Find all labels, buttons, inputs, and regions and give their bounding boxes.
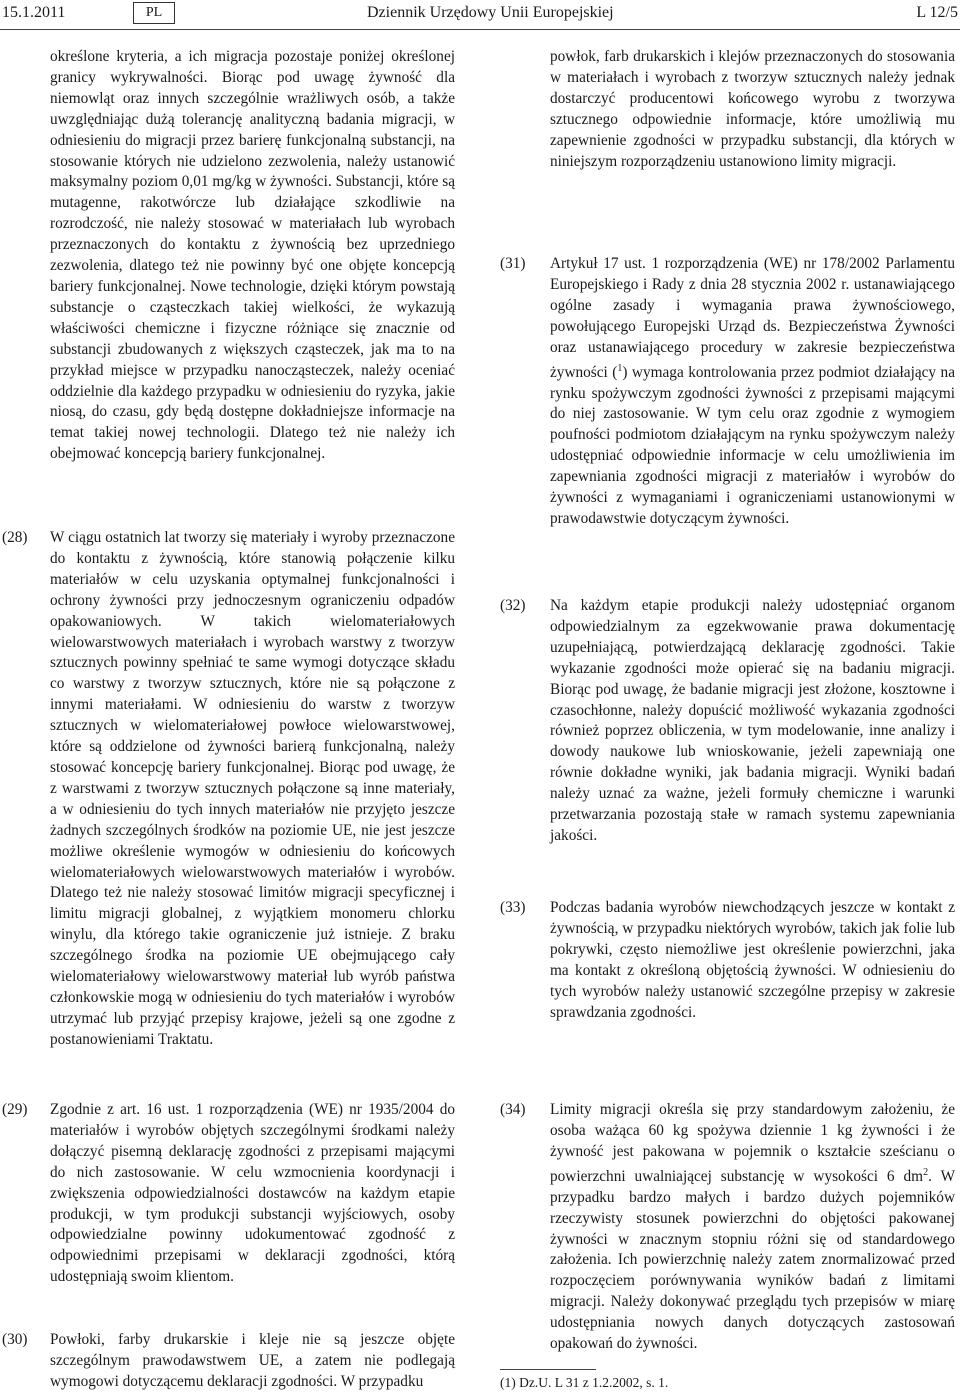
journal-title: Dziennik Urzędowy Unii Europejskiej: [367, 4, 614, 21]
recital-31-text: Artykuł 17 ust. 1 rozporządzenia (WE) nr 178/2002 Parlamentu Europejskiego i Rady z dnia 28 stycznia 2002 r. ustanawiającego ogólne zasady i wymagania prawa żywnościowego, powołującego Europejski Urząd ds. Bezpieczeństwa Żywności oraz ustanawiającego procedury w zakresie bezpieczeństwa żywności ($^1$) wymaga kontrolowania przez podmiot działający na rynku spożywczym zgodności żywności z przepisami mającymi do niej zastosowanie. W tym celu oraz zgodnie z wymogiem poufności podmiotom działającym na rynku spożywczym należy udostępniać odpowiednie informacje w celu umożliwienia im zapewniania zgodności migracji z materiałów i wyrobów do żywności z wymaganiami i ograniczeniami ustanowionymi w prawodawstwie dotyczącym żywności.: [550, 255, 955, 527]
recital-32-text: Na każdym etapie produkcji należy udostępniać organom odpowiedzialnym za egzekwowanie prawa dokumentację uzupełniającą, potwierdzającą deklarację zgodności. Takie wykazanie zgodności może opierać się na badaniu migracji. Biorąc pod uwagę, że badanie migracji jest złożone, kosztowne i czasochłonne, należy dopuścić możliwość wykazania zgodności również poprzez obliczenia, w tym modelowanie, inne analizy i dowody naukowe lub wnioskowanie, jeżeli zapewniają one równie dokładne wyniki, jak badania migracji. Wyniki badań należy uznać za ważne, jeżeli formuły chemiczne i warunki przetwarzania pozostają stałe w ramach systemu zapewniania jakości.: [550, 597, 955, 844]
publication-date: 15.1.2011: [2, 4, 66, 21]
recital-34-number: (34): [500, 1101, 526, 1118]
recital-28-number: (28): [2, 529, 28, 546]
recital-29-number: (29): [2, 1101, 28, 1118]
recital-28-text: W ciągu ostatnich lat tworzy się materiały i wyroby przeznaczone do kontaktu z żywnością, które stanowią połączenie kilku materiałów w celu uzyskania optymalnej funkcjonalności i ochrony żywności przy jednoczesnym ograniczeniu odpadów opakowaniowych. W takich wielomateriałowych wielowarstwowych materiałach i wyrobach warstwy z tworzyw sztucznych powinny spełniać te same wymogi dotyczące składu co warstwy z tworzyw sztucznych, które nie są połączone z innymi materiałami. W odniesieniu do warstw z tworzyw sztucznych w wielomateriałowej powłoce wielowarstwowej, które są oddzielone od żywności barierą funkcjonalną, należy stosować koncepcję bariery funkcjonalnej. Biorąc pod uwagę, że z warstwami z tworzyw sztucznych połączone są inne materiały, a w odniesieniu do tych innych materiałów nie przyjęto jeszcze żadnych szczególnych środków na poziomie UE, nie jest jeszcze możliwe określenie wymogów w odniesieniu do końcowych wielomateriałowych wielowarstwowych materiałów i wyrobów. Dlatego też nie należy stosować limitów migracji specyficznej i limitu migracji globalnej, z wyjątkiem monomeru chlorku winylu, dla którego takie ograniczenie już istnieje. Z braku szczególnego środka na poziomie UE obejmującego cały wielomateriałowy wielowarstwowy materiał lub wyrób państwa członkowskie mogą w odniesieniu do tych materiałów i wyrobów utrzymać lub przyjąć przepisy krajowe, jeżeli są one zgodne z postanowieniami Traktatu.: [50, 529, 455, 1048]
page-reference: L 12/5: [916, 4, 958, 21]
footnote-rule: [500, 1369, 596, 1370]
page-header: [0, 0, 960, 30]
recital-29-text: Zgodnie z art. 16 ust. 1 rozporządzenia (WE) nr 1935/2004 do materiałów i wyrobów objętych szczególnymi środkami należy dołączyć pisemną deklarację zgodności z przepisami mającymi do nich zastosowanie. W celu wzmocnienia koordynacji i zwiększenia odpowiedzialności dostawców na każdym etapie produkcji, w tym produkcji substancji wyjściowych, osoby odpowiedzialne powinny udokumentować zgodność z odpowiednimi przepisami w deklaracji zgodności, którą udostępniają swoim klientom.: [50, 1101, 455, 1286]
footnote-reference[interactable]: 1: [617, 362, 623, 374]
recital-34-text: Limity migracji określa się przy standardowym założeniu, że osoba ważąca 60 kg spożywa dziennie 1 kg żywności i że żywność jest pakowana w pojemnik o kształcie sześcianu o powierzchni uwalniającej substancję w wysokości 6 $dm^2$. W przypadku bardzo małych i bardzo dużych pojemników rzeczywisty stosunek powierzchni do objętości pakowanej żywności w znacznym stopniu różni się od standardowego założenia. Ich powierzchnię należy zatem znormalizować przed rozpoczęciem porównywania wyników badań z limitami migracji. Należy dokonywać przeglądu tych przepisów w miarę udostępniania nowych danych dotyczących zastosowań opakowań do żywności.: [550, 1101, 956, 1353]
footnote-marker: (1): [500, 1375, 516, 1390]
recital-30-text: Powłoki, farby drukarskie i kleje nie są jeszcze objęte szczególnym prawodawstwem UE, a zatem nie podlegają wymogowi dotyczącemu deklaracji zgodności. W przypadku: [50, 1331, 455, 1390]
footnote-text: Dz.U. L 31 z 1.2.2002, s. 1.: [515, 1375, 669, 1390]
language-badge: PL: [133, 2, 175, 24]
recital-31-number: (31): [500, 255, 526, 272]
recital-27-continuation: określone kryteria, a ich migracja pozostaje poniżej określonej granicy wykrywalności. Biorąc pod uwagę żywność dla niemowląt oraz innych szczególnie wrażliwych osób, a także uwzględniając dużą tolerancję analityczną badania migracji, w odniesieniu do migracji przez barierę funkcjonalną substancji, na stosowanie których nie udzielono zezwolenia, należy ustanowić maksymalny poziom 0,01 mg/kg w żywności. Substancji, które są mutagenne, rakotwórcze lub działające szkodliwie na rozrodczość, nie należy stosować w materiałach lub wyrobach przeznaczonych do kontaktu z żywnością bez uprzedniego zezwolenia, dlatego też nie powinny być one objęte koncepcją bariery funkcjonalnej. Nowe technologie, dzięki którym powstają substancje o cząsteczkach takiej wielkości, że wykazują właściwości chemiczne i fizyczne różniące się znacznie od substancji zbudowanych z większych cząsteczek, jak ma to na przykład miejsce w przypadku nanocząsteczek, należy oceniać oddzielnie dla każdego przypadku w odniesieniu do ryzyka, jakie niosą, do czasu, gdy będą dostępne dokładniejsze informacje na temat takiej nowej technologii. Dlatego też nie należy ich obejmować koncepcją bariery funkcjonalnej.: [50, 48, 455, 463]
recital-30-continuation: powłok, farb drukarskich i klejów przeznaczonych do stosowania w materiałach i wyrobach z tworzyw sztucznych należy jednak dostarczyć producentowi końcowego wyrobu z tworzywa sztucznego odpowiednie informacje, które umożliwią mu zapewnienie zgodności w przypadku substancji, dla których w niniejszym rozporządzeniu ustanowiono limity migracji.: [550, 48, 955, 170]
footnote: [500, 1374, 668, 1392]
recital-30-number: (30): [2, 1331, 28, 1348]
recital-33-number: (33): [500, 899, 526, 916]
recital-32-number: (32): [500, 597, 526, 614]
recital-33-text: Podczas badania wyrobów niewchodzących jeszcze w kontakt z żywnością, w przypadku niektórych wyrobów, takich jak folie lub pokrywki, często niemożliwe jest określenie powierzchni, jaka ma kontakt z określoną objętością żywności. W odniesieniu do tych wyrobów należy ustanowić szczególne przepisy w zakresie sprawdzania zgodności.: [550, 899, 955, 1021]
header-rule: [0, 29, 960, 30]
